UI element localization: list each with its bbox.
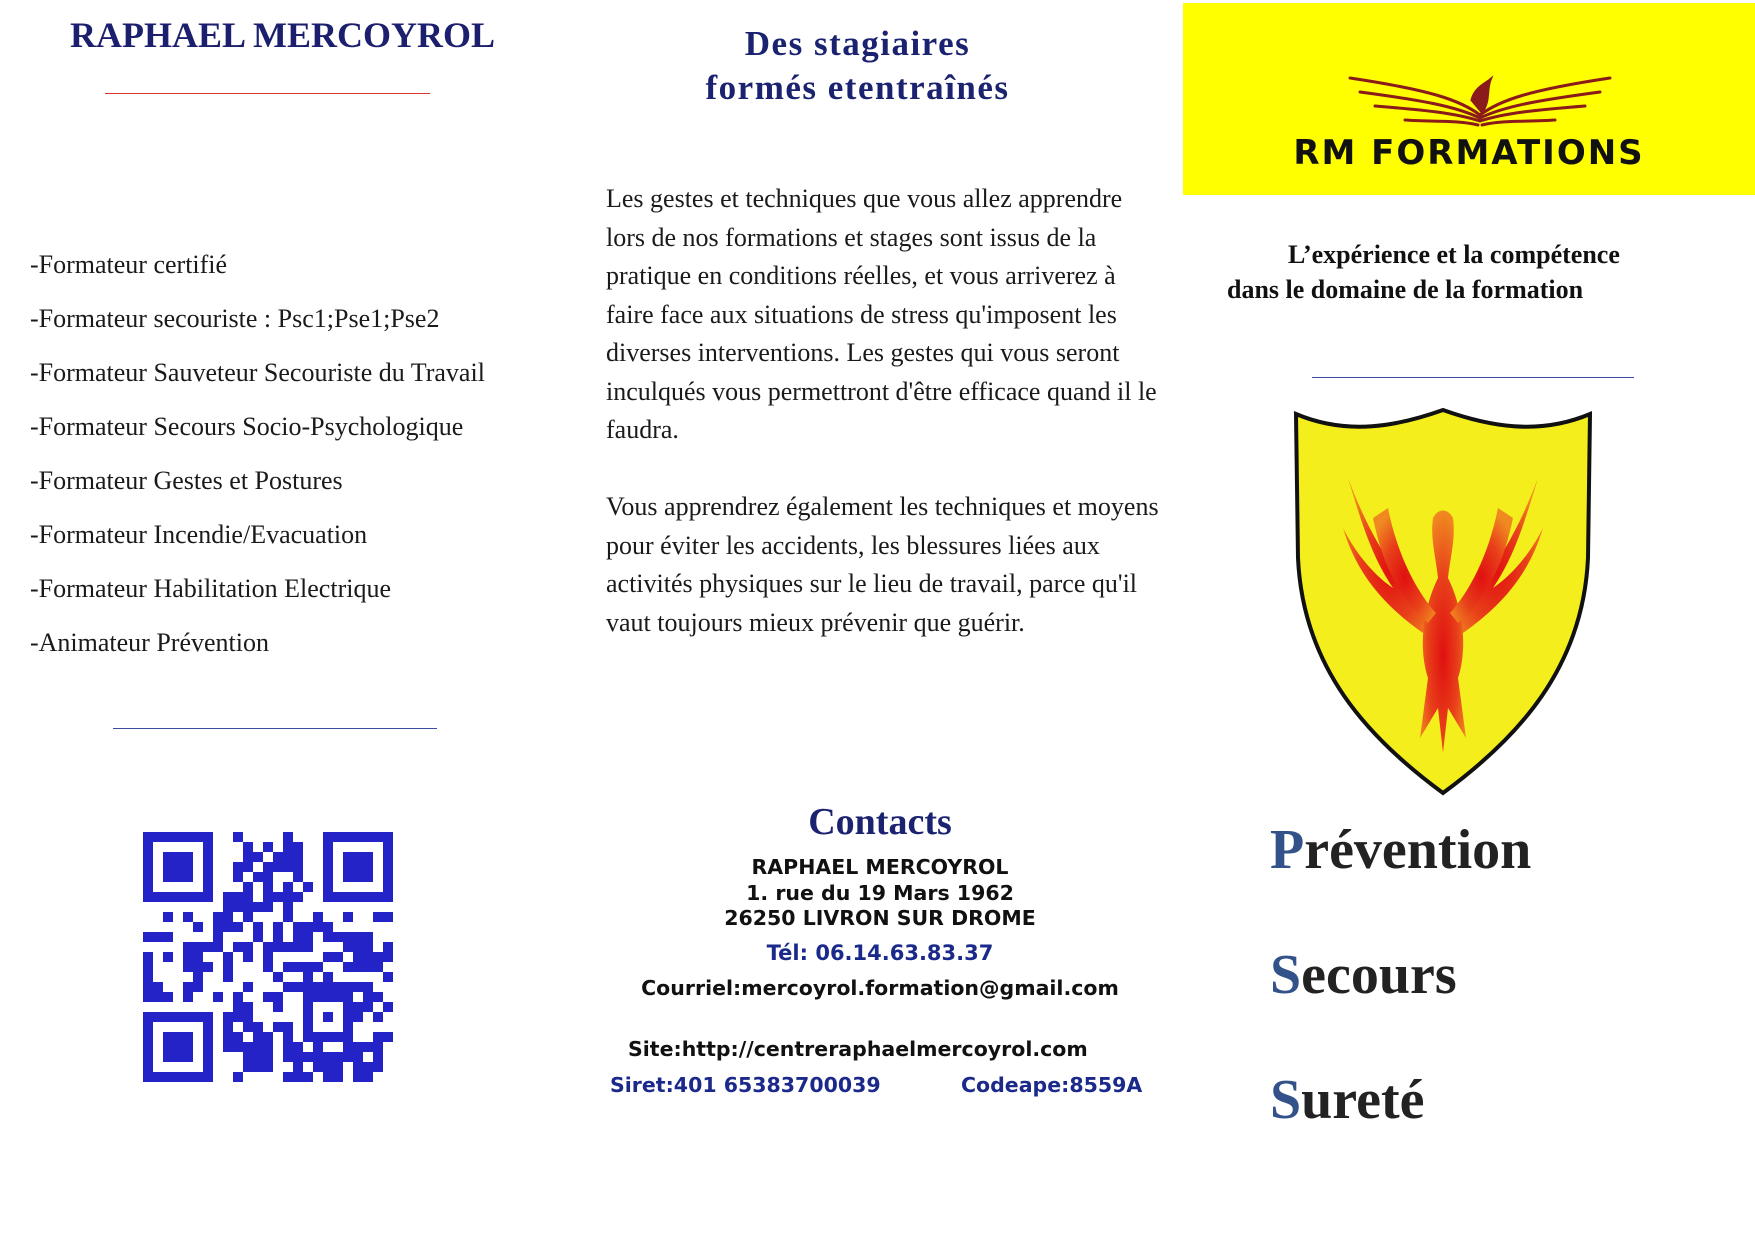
pillar-rest: ecours [1301,944,1457,1006]
blue-divider-left [113,728,437,729]
phoenix-wings-icon [1340,70,1620,140]
qualification-item: -Formateur Sauveteur Secouriste du Travail [30,358,485,387]
qualification-item: -Formateur Habilitation Electrique [30,574,391,603]
pillar-surete [1270,1068,1425,1132]
qualification-item: -Formateur certifié [30,250,228,279]
qualification-item: -Formateur Gestes et Postures [30,466,343,495]
qualification-item: -Formateur Secours Socio-Psychologique [30,412,464,441]
contact-name: RAPHAEL MERCOYROL [751,855,1009,879]
pillar-initial: P [1270,819,1305,881]
pillar-rest: ureté [1301,1069,1425,1131]
contact-phone: Tél: 06.14.63.83.37 [766,941,994,965]
qualification-item: -Formateur Incendie/Evacuation [30,520,368,549]
qualification-item: -Formateur secouriste : Psc1;Pse1;Pse2 [30,304,440,333]
pillar-initial: S [1270,944,1302,1006]
ape-code: Codeape:8559A [961,1073,1143,1097]
pillar-initial: S [1270,1069,1302,1131]
headline-line-2: formés etentraînés [705,68,1010,107]
contact-email: Courriel:mercoyrol.formation@gmail.com [641,976,1119,1000]
brand-name: RM FORMATIONS [1293,133,1645,173]
siret-number: Siret:401 65383700039 [610,1073,881,1097]
contact-street: 1. rue du 19 Mars 1962 [746,880,1014,905]
tagline-line-2: dans le domaine de la formation [1227,275,1584,304]
intro-paragraph: Les gestes et techniques que vous allez apprendre lors de nos formations et stages sont issus de la pratique en conditions réelles, et vous arriverez à faire face aux situations de stress qu'imposent les diverses interventions. Les gestes qui vous seront inculqués vous permettront d'être efficace quand il le faudra. [606,184,1157,444]
contact-address [600,855,1160,932]
phoenix-shield-icon [1288,408,1598,796]
pillar-rest: révention [1304,819,1532,881]
headline [600,22,1115,110]
pillar-secours [1270,943,1457,1007]
qualifications-list [30,248,550,680]
trainer-name-heading: RAPHAEL MERCOYROL [69,15,496,55]
headline-line-1: Des stagiaires [744,24,971,63]
blue-divider-right [1312,377,1634,378]
qr-code-icon [143,832,393,1082]
tagline-line-1: L’expérience et la compétence [1288,240,1620,269]
pillar-prevention [1270,818,1531,882]
qualification-item: -Animateur Prévention [30,628,269,657]
contact-city: 26250 LIVRON SUR DROME [724,906,1036,930]
contact-website: Site:http://centreraphaelmercoyrol.com [628,1037,1088,1061]
prevention-paragraph: Vous apprendrez également les techniques et moyens pour éviter les accidents, les blessures liées aux activités physiques sur le lieu de travail, parce qu'il vaut toujours mieux prévenir que guérir. [606,492,1159,637]
red-divider [105,93,430,94]
contacts-heading: Contacts [808,801,952,843]
